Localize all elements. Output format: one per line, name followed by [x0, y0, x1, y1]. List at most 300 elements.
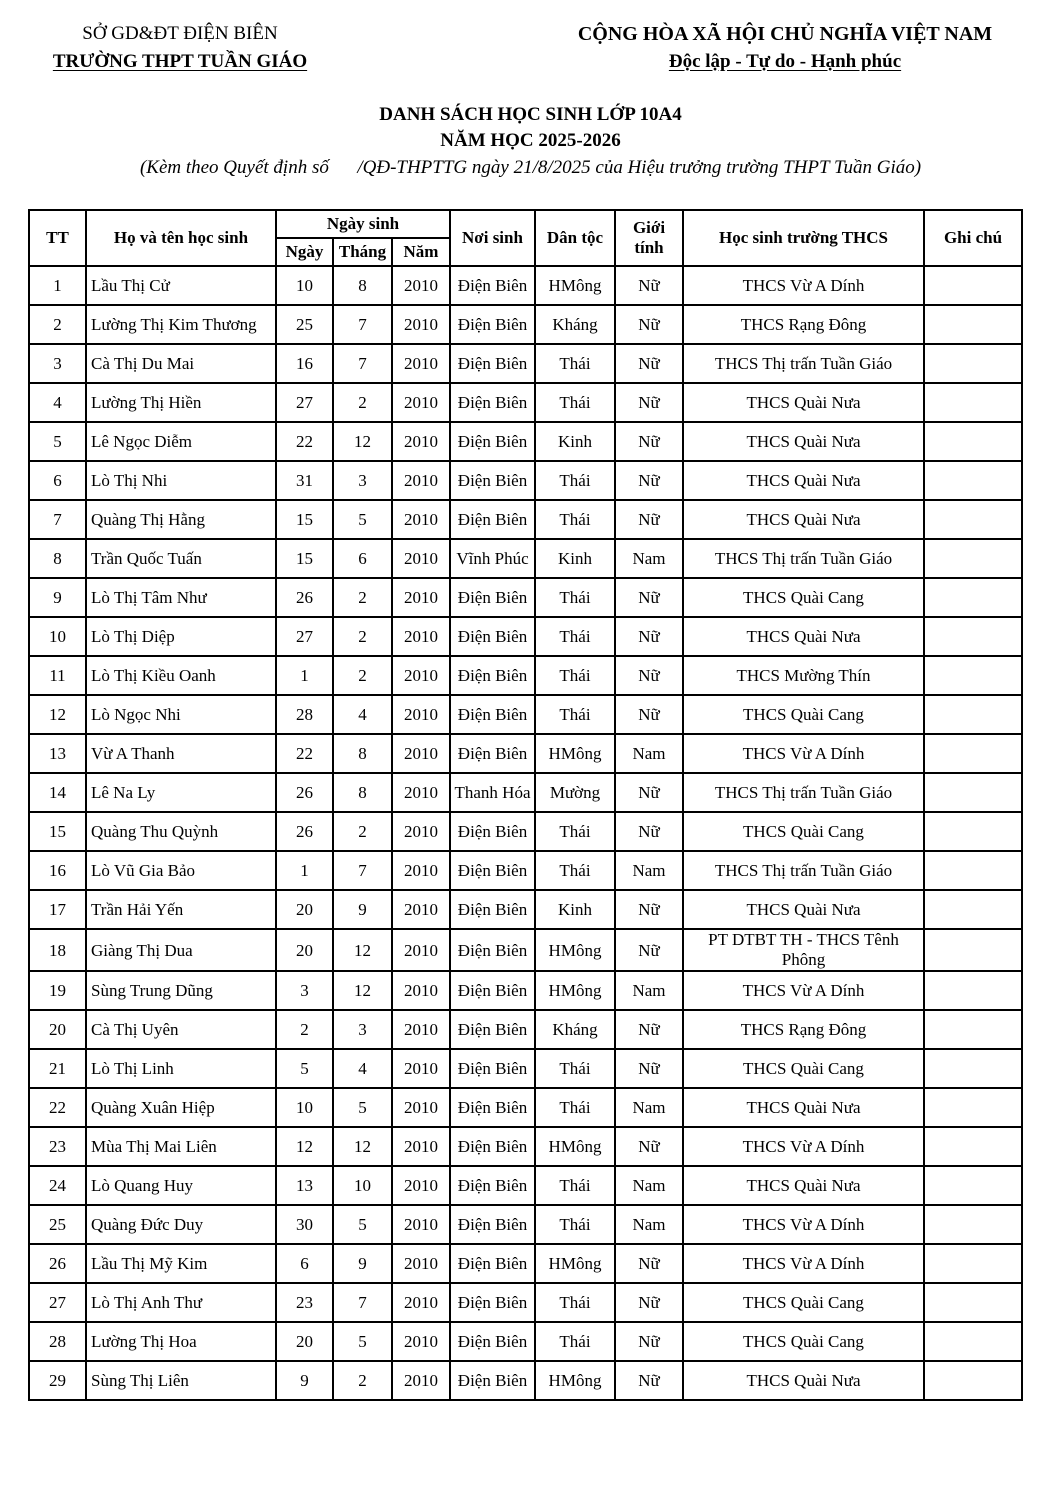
cell-month: 5	[333, 1205, 392, 1244]
cell-name: Cà Thị Uyên	[86, 1010, 276, 1049]
cell-birthplace: Điện Biên	[450, 1361, 535, 1400]
table-row	[29, 344, 1022, 383]
cell-gender: Nữ	[615, 1322, 683, 1361]
cell-note	[924, 971, 1022, 1010]
cell-tt: 7	[29, 500, 86, 539]
cell-ethnicity: Thái	[535, 695, 615, 734]
cell-tt: 6	[29, 461, 86, 500]
cell-year: 2010	[392, 1322, 450, 1361]
cell-name: Lò Thị Diệp	[86, 617, 276, 656]
cell-name: Lò Vũ Gia Bảo	[86, 851, 276, 890]
cell-year: 2010	[392, 851, 450, 890]
cell-school: THCS Mường Thín	[683, 656, 924, 695]
national-title: CỘNG HÒA XÃ HỘI CHỦ NGHĨA VIỆT NAM	[577, 23, 993, 45]
cell-day: 22	[276, 734, 333, 773]
cell-month: 2	[333, 383, 392, 422]
cell-note	[924, 734, 1022, 773]
cell-school: THCS Vừ A Dính	[683, 971, 924, 1010]
cell-gender: Nữ	[615, 1010, 683, 1049]
cell-month: 5	[333, 1322, 392, 1361]
cell-day: 16	[276, 344, 333, 383]
cell-school: THCS Quài Nưa	[683, 1088, 924, 1127]
cell-note	[924, 305, 1022, 344]
header-day: Ngày	[276, 238, 333, 266]
header-name: Họ và tên học sinh	[86, 210, 276, 266]
cell-birthplace: Điện Biên	[450, 971, 535, 1010]
cell-ethnicity: Kinh	[535, 539, 615, 578]
cell-year: 2010	[392, 383, 450, 422]
cell-birthplace: Điện Biên	[450, 851, 535, 890]
cell-month: 10	[333, 1166, 392, 1205]
cell-tt: 13	[29, 734, 86, 773]
table-row	[29, 1322, 1022, 1361]
cell-birthplace: Điện Biên	[450, 500, 535, 539]
cell-tt: 8	[29, 539, 86, 578]
cell-note	[924, 1205, 1022, 1244]
cell-day: 20	[276, 929, 333, 971]
cell-ethnicity: Thái	[535, 1322, 615, 1361]
cell-day: 31	[276, 461, 333, 500]
cell-tt: 2	[29, 305, 86, 344]
cell-birthplace: Điện Biên	[450, 422, 535, 461]
cell-school: THCS Quài Nưa	[683, 1166, 924, 1205]
cell-month: 9	[333, 1244, 392, 1283]
national-motto: Độc lập - Tự do - Hạnh phúc	[668, 51, 902, 72]
cell-gender: Nam	[615, 1088, 683, 1127]
cell-day: 10	[276, 266, 333, 305]
cell-gender: Nữ	[615, 422, 683, 461]
school-year: NĂM HỌC 2025-2026	[440, 130, 621, 151]
cell-day: 15	[276, 539, 333, 578]
cell-name: Lò Quang Huy	[86, 1166, 276, 1205]
cell-gender: Nữ	[615, 929, 683, 971]
cell-school: THCS Rạng Đông	[683, 1010, 924, 1049]
cell-year: 2010	[392, 344, 450, 383]
cell-school: THCS Quài Cang	[683, 578, 924, 617]
table-row	[29, 266, 1022, 305]
header-note: Ghi chú	[924, 210, 1022, 266]
cell-day: 12	[276, 1127, 333, 1166]
cell-gender: Nam	[615, 971, 683, 1010]
cell-month: 5	[333, 500, 392, 539]
cell-birthplace: Vĩnh Phúc	[450, 539, 535, 578]
cell-birthplace: Điện Biên	[450, 1166, 535, 1205]
cell-day: 1	[276, 656, 333, 695]
table-row	[29, 1283, 1022, 1322]
cell-year: 2010	[392, 695, 450, 734]
cell-year: 2010	[392, 1244, 450, 1283]
cell-ethnicity: Kinh	[535, 422, 615, 461]
cell-gender: Nữ	[615, 617, 683, 656]
cell-day: 5	[276, 1049, 333, 1088]
cell-birthplace: Điện Biên	[450, 656, 535, 695]
cell-month: 6	[333, 539, 392, 578]
table-row	[29, 656, 1022, 695]
cell-month: 7	[333, 851, 392, 890]
cell-ethnicity: Kháng	[535, 305, 615, 344]
cell-year: 2010	[392, 266, 450, 305]
cell-day: 20	[276, 1322, 333, 1361]
cell-gender: Nữ	[615, 383, 683, 422]
cell-gender: Nam	[615, 1205, 683, 1244]
cell-note	[924, 695, 1022, 734]
cell-note	[924, 929, 1022, 971]
cell-ethnicity: Thái	[535, 1049, 615, 1088]
cell-ethnicity: HMông	[535, 266, 615, 305]
cell-note	[924, 1010, 1022, 1049]
cell-school: THCS Quài Cang	[683, 1049, 924, 1088]
cell-birthplace: Điện Biên	[450, 812, 535, 851]
cell-ethnicity: Kháng	[535, 1010, 615, 1049]
cell-day: 9	[276, 1361, 333, 1400]
cell-note	[924, 1088, 1022, 1127]
cell-day: 10	[276, 1088, 333, 1127]
cell-note	[924, 656, 1022, 695]
cell-year: 2010	[392, 1205, 450, 1244]
cell-tt: 3	[29, 344, 86, 383]
table-row	[29, 383, 1022, 422]
cell-ethnicity: HMông	[535, 971, 615, 1010]
cell-tt: 22	[29, 1088, 86, 1127]
header-month: Tháng	[333, 238, 392, 266]
cell-tt: 14	[29, 773, 86, 812]
cell-month: 4	[333, 1049, 392, 1088]
cell-ethnicity: Thái	[535, 461, 615, 500]
cell-birthplace: Điện Biên	[450, 734, 535, 773]
cell-birthplace: Điện Biên	[450, 1205, 535, 1244]
cell-tt: 18	[29, 929, 86, 971]
cell-school: THCS Vừ A Dính	[683, 1244, 924, 1283]
document-title-block	[0, 102, 1061, 182]
cell-tt: 17	[29, 890, 86, 929]
table-row	[29, 1361, 1022, 1400]
cell-school: PT DTBT TH - THCS Tênh Phông	[683, 929, 924, 971]
table-row	[29, 1127, 1022, 1166]
cell-school: THCS Quài Nưa	[683, 461, 924, 500]
cell-year: 2010	[392, 1127, 450, 1166]
cell-ethnicity: Thái	[535, 851, 615, 890]
cell-note	[924, 344, 1022, 383]
cell-month: 8	[333, 773, 392, 812]
table-row	[29, 812, 1022, 851]
cell-ethnicity: Thái	[535, 1088, 615, 1127]
cell-note	[924, 500, 1022, 539]
table-row	[29, 1010, 1022, 1049]
cell-name: Lò Thị Linh	[86, 1049, 276, 1088]
cell-name: Lò Thị Kiều Oanh	[86, 656, 276, 695]
cell-day: 26	[276, 773, 333, 812]
cell-gender: Nam	[615, 851, 683, 890]
cell-school: THCS Quài Cang	[683, 1283, 924, 1322]
cell-tt: 5	[29, 422, 86, 461]
cell-day: 13	[276, 1166, 333, 1205]
cell-birthplace: Điện Biên	[450, 266, 535, 305]
cell-ethnicity: Thái	[535, 500, 615, 539]
cell-note	[924, 773, 1022, 812]
cell-month: 7	[333, 1283, 392, 1322]
cell-name: Cà Thị Du Mai	[86, 344, 276, 383]
table-body	[29, 266, 1022, 1400]
cell-ethnicity: Thái	[535, 656, 615, 695]
cell-day: 3	[276, 971, 333, 1010]
cell-name: Lầu Thị Mỹ Kim	[86, 1244, 276, 1283]
cell-note	[924, 578, 1022, 617]
cell-day: 20	[276, 890, 333, 929]
cell-birthplace: Thanh Hóa	[450, 773, 535, 812]
cell-birthplace: Điện Biên	[450, 695, 535, 734]
cell-month: 7	[333, 344, 392, 383]
cell-gender: Nữ	[615, 890, 683, 929]
cell-note	[924, 812, 1022, 851]
cell-ethnicity: Thái	[535, 812, 615, 851]
cell-tt: 25	[29, 1205, 86, 1244]
cell-gender: Nữ	[615, 1049, 683, 1088]
cell-day: 22	[276, 422, 333, 461]
cell-ethnicity: Thái	[535, 1283, 615, 1322]
cell-name: Vừ A Thanh	[86, 734, 276, 773]
cell-school: THCS Quài Nưa	[683, 383, 924, 422]
cell-school: THCS Vừ A Dính	[683, 734, 924, 773]
cell-year: 2010	[392, 812, 450, 851]
cell-school: THCS Vừ A Dính	[683, 266, 924, 305]
cell-gender: Nữ	[615, 1244, 683, 1283]
header-school: Học sinh trường THCS	[683, 210, 924, 266]
cell-birthplace: Điện Biên	[450, 344, 535, 383]
cell-month: 2	[333, 812, 392, 851]
cell-tt: 15	[29, 812, 86, 851]
national-header	[540, 20, 1030, 76]
cell-note	[924, 383, 1022, 422]
cell-name: Lò Thị Anh Thư	[86, 1283, 276, 1322]
cell-month: 8	[333, 734, 392, 773]
cell-school: THCS Vừ A Dính	[683, 1205, 924, 1244]
cell-gender: Nữ	[615, 773, 683, 812]
cell-month: 2	[333, 656, 392, 695]
cell-birthplace: Điện Biên	[450, 1283, 535, 1322]
header-tt: TT	[29, 210, 86, 266]
cell-year: 2010	[392, 617, 450, 656]
cell-birthplace: Điện Biên	[450, 1127, 535, 1166]
cell-note	[924, 1322, 1022, 1361]
table-row	[29, 1088, 1022, 1127]
cell-year: 2010	[392, 500, 450, 539]
cell-gender: Nam	[615, 539, 683, 578]
cell-gender: Nữ	[615, 1127, 683, 1166]
table-row	[29, 500, 1022, 539]
cell-name: Lê Na Ly	[86, 773, 276, 812]
cell-year: 2010	[392, 1283, 450, 1322]
cell-year: 2010	[392, 734, 450, 773]
cell-note	[924, 461, 1022, 500]
cell-tt: 23	[29, 1127, 86, 1166]
cell-name: Quàng Thu Quỳnh	[86, 812, 276, 851]
table-row	[29, 1244, 1022, 1283]
cell-ethnicity: HMông	[535, 1127, 615, 1166]
cell-month: 5	[333, 1088, 392, 1127]
cell-note	[924, 1127, 1022, 1166]
issuer-header	[20, 20, 340, 76]
cell-gender: Nữ	[615, 266, 683, 305]
cell-birthplace: Điện Biên	[450, 890, 535, 929]
cell-tt: 10	[29, 617, 86, 656]
cell-ethnicity: Thái	[535, 1205, 615, 1244]
cell-year: 2010	[392, 1049, 450, 1088]
cell-year: 2010	[392, 461, 450, 500]
cell-gender: Nữ	[615, 500, 683, 539]
table-row	[29, 695, 1022, 734]
cell-birthplace: Điện Biên	[450, 1088, 535, 1127]
table-row	[29, 851, 1022, 890]
cell-school: THCS Quài Cang	[683, 812, 924, 851]
cell-birthplace: Điện Biên	[450, 1322, 535, 1361]
cell-tt: 20	[29, 1010, 86, 1049]
cell-name: Lò Thị Tâm Như	[86, 578, 276, 617]
cell-name: Quàng Xuân Hiệp	[86, 1088, 276, 1127]
cell-year: 2010	[392, 971, 450, 1010]
cell-note	[924, 851, 1022, 890]
cell-school: THCS Quài Nưa	[683, 890, 924, 929]
table-row	[29, 773, 1022, 812]
cell-tt: 28	[29, 1322, 86, 1361]
cell-ethnicity: Thái	[535, 383, 615, 422]
cell-gender: Nữ	[615, 695, 683, 734]
cell-month: 2	[333, 578, 392, 617]
cell-month: 2	[333, 617, 392, 656]
table-row	[29, 890, 1022, 929]
cell-day: 2	[276, 1010, 333, 1049]
cell-ethnicity: HMông	[535, 1361, 615, 1400]
cell-ethnicity: Thái	[535, 617, 615, 656]
cell-name: Lò Ngọc Nhi	[86, 695, 276, 734]
cell-name: Sùng Trung Dũng	[86, 971, 276, 1010]
cell-note	[924, 1361, 1022, 1400]
cell-school: THCS Vừ A Dính	[683, 1127, 924, 1166]
cell-name: Lường Thị Kim Thương	[86, 305, 276, 344]
cell-birthplace: Điện Biên	[450, 617, 535, 656]
cell-tt: 29	[29, 1361, 86, 1400]
table-row	[29, 1049, 1022, 1088]
table-row	[29, 929, 1022, 971]
cell-name: Lường Thị Hiền	[86, 383, 276, 422]
table-row	[29, 1205, 1022, 1244]
cell-name: Trần Quốc Tuấn	[86, 539, 276, 578]
cell-note	[924, 1283, 1022, 1322]
cell-tt: 11	[29, 656, 86, 695]
header-year: Năm	[392, 238, 450, 266]
department-name: SỞ GD&ĐT ĐIỆN BIÊN	[82, 23, 278, 44]
student-list-table	[28, 209, 1023, 1401]
cell-birthplace: Điện Biên	[450, 461, 535, 500]
cell-note	[924, 617, 1022, 656]
cell-tt: 4	[29, 383, 86, 422]
cell-note	[924, 1166, 1022, 1205]
cell-tt: 16	[29, 851, 86, 890]
cell-month: 2	[333, 1361, 392, 1400]
cell-name: Sùng Thị Liên	[86, 1361, 276, 1400]
cell-gender: Nữ	[615, 1283, 683, 1322]
cell-tt: 21	[29, 1049, 86, 1088]
header-gender: Giới tính	[615, 210, 683, 266]
cell-school: THCS Thị trấn Tuần Giáo	[683, 851, 924, 890]
table-row	[29, 617, 1022, 656]
cell-school: THCS Quài Nưa	[683, 500, 924, 539]
cell-month: 12	[333, 1127, 392, 1166]
cell-year: 2010	[392, 1088, 450, 1127]
cell-birthplace: Điện Biên	[450, 1244, 535, 1283]
cell-name: Mùa Thị Mai Liên	[86, 1127, 276, 1166]
cell-tt: 1	[29, 266, 86, 305]
cell-tt: 26	[29, 1244, 86, 1283]
table-header	[29, 210, 1022, 266]
cell-note	[924, 1244, 1022, 1283]
table-row	[29, 1166, 1022, 1205]
cell-note	[924, 422, 1022, 461]
cell-name: Giàng Thị Dua	[86, 929, 276, 971]
cell-year: 2010	[392, 1166, 450, 1205]
cell-school: THCS Rạng Đông	[683, 305, 924, 344]
cell-school: THCS Quài Cang	[683, 1322, 924, 1361]
cell-note	[924, 266, 1022, 305]
cell-ethnicity: HMông	[535, 734, 615, 773]
cell-gender: Nữ	[615, 305, 683, 344]
cell-birthplace: Điện Biên	[450, 929, 535, 971]
table-row	[29, 305, 1022, 344]
cell-birthplace: Điện Biên	[450, 383, 535, 422]
table-row	[29, 971, 1022, 1010]
cell-year: 2010	[392, 656, 450, 695]
cell-year: 2010	[392, 422, 450, 461]
cell-day: 28	[276, 695, 333, 734]
cell-name: Quàng Thị Hằng	[86, 500, 276, 539]
cell-ethnicity: Thái	[535, 344, 615, 383]
cell-month: 3	[333, 1010, 392, 1049]
cell-month: 12	[333, 929, 392, 971]
cell-tt: 9	[29, 578, 86, 617]
table-row	[29, 578, 1022, 617]
cell-month: 4	[333, 695, 392, 734]
cell-year: 2010	[392, 773, 450, 812]
header-birthplace: Nơi sinh	[450, 210, 535, 266]
cell-birthplace: Điện Biên	[450, 1010, 535, 1049]
cell-gender: Nữ	[615, 1361, 683, 1400]
cell-year: 2010	[392, 929, 450, 971]
cell-note	[924, 539, 1022, 578]
cell-school: THCS Thị trấn Tuần Giáo	[683, 773, 924, 812]
cell-ethnicity: HMông	[535, 929, 615, 971]
cell-name: Quàng Đức Duy	[86, 1205, 276, 1244]
cell-month: 3	[333, 461, 392, 500]
cell-gender: Nữ	[615, 812, 683, 851]
cell-month: 12	[333, 422, 392, 461]
cell-birthplace: Điện Biên	[450, 1049, 535, 1088]
cell-year: 2010	[392, 539, 450, 578]
cell-gender: Nam	[615, 1166, 683, 1205]
cell-school: THCS Quài Nưa	[683, 422, 924, 461]
cell-day: 26	[276, 578, 333, 617]
cell-name: Trần Hải Yến	[86, 890, 276, 929]
cell-school: THCS Quài Cang	[683, 695, 924, 734]
cell-gender: Nam	[615, 734, 683, 773]
cell-ethnicity: Thái	[535, 1166, 615, 1205]
school-name: TRƯỜNG THPT TUẦN GIÁO	[52, 51, 308, 72]
cell-name: Lầu Thị Cử	[86, 266, 276, 305]
cell-tt: 12	[29, 695, 86, 734]
cell-ethnicity: Mường	[535, 773, 615, 812]
cell-day: 1	[276, 851, 333, 890]
table-row	[29, 422, 1022, 461]
cell-name: Lường Thị Hoa	[86, 1322, 276, 1361]
cell-day: 27	[276, 383, 333, 422]
